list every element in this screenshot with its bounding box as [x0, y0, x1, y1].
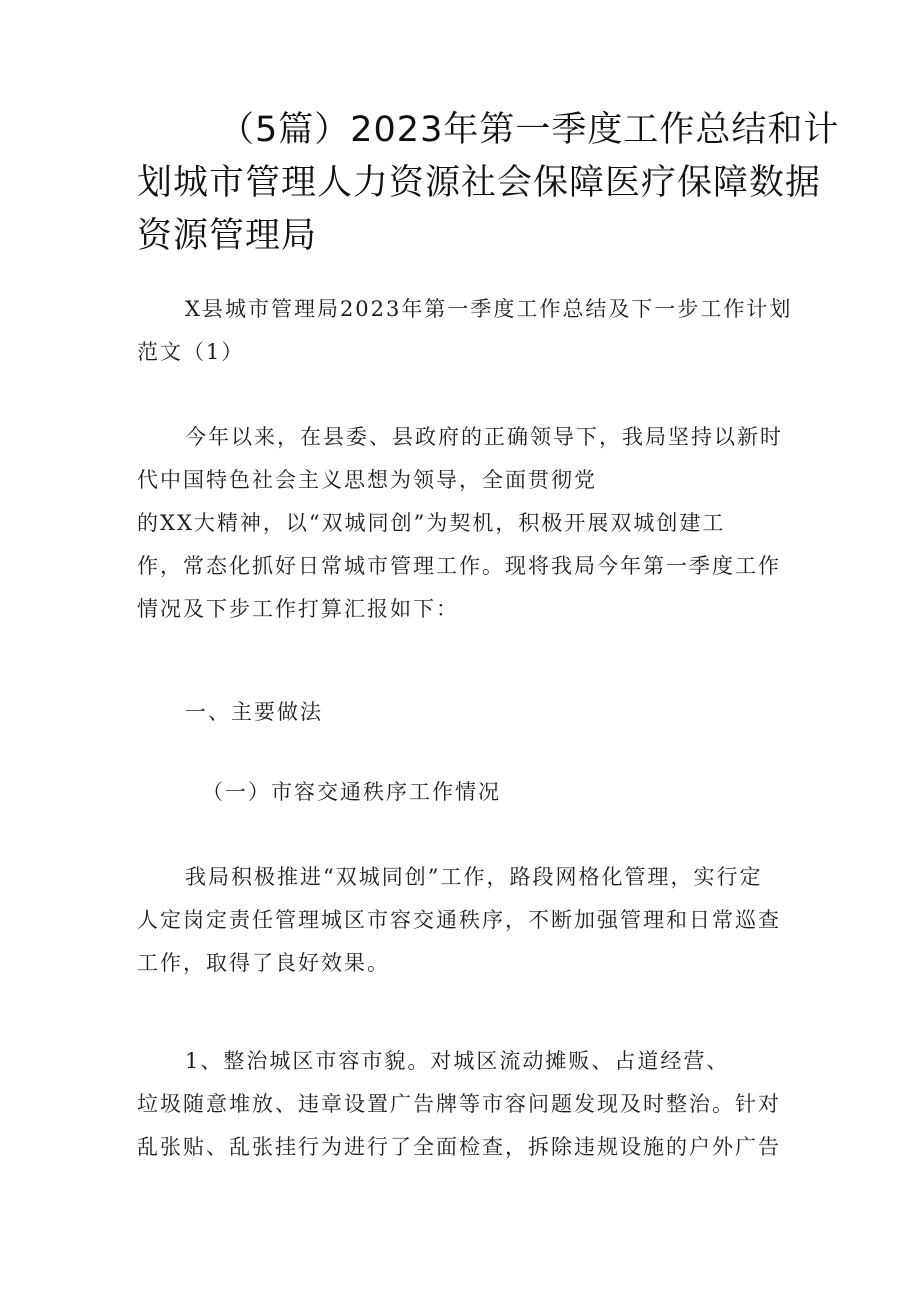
document-title	[137, 104, 840, 263]
intro-line-1: 今年以来，在县委、县政府的正确领导下，我局坚持以新时	[185, 425, 783, 449]
title-line-2: 划城市管理人力资源社会保障医疗保障数据	[137, 163, 822, 203]
traffic-line-2: 人定岗定责任管理城区市容交通秩序，不断加强管理和日常巡查	[137, 908, 781, 932]
intro-line-5: 情况及下步工作打算汇报如下：	[137, 597, 459, 621]
traffic-line-1: 我局积极推进“双城同创”工作，路段网格化管理，实行定	[185, 865, 763, 889]
subsection-heading	[137, 771, 797, 814]
intro-line-4: 作，常态化抓好日常城市管理工作。现将我局今年第一季度工作	[137, 554, 781, 578]
traffic-line-3: 工作，取得了良好效果。	[137, 951, 390, 975]
document-subtitle	[137, 288, 797, 374]
traffic-paragraph	[137, 856, 797, 985]
intro-line-3: 的XX大精神，以“双城同创”为契机，积极开展双城创建工	[137, 511, 726, 535]
section-heading	[137, 691, 797, 734]
subtitle-line-2: 范文（1）	[137, 340, 245, 364]
section-1-heading: 一、主要做法	[185, 700, 323, 724]
subsection-1-heading: （一）市容交通秩序工作情况	[202, 780, 501, 804]
intro-line-2: 代中国特色社会主义思想为领导，全面贯彻党	[137, 468, 597, 492]
item-1-line-2: 垃圾随意堆放、违章设置广告牌等市容问题发现及时整治。针对	[137, 1092, 781, 1116]
item-1-line-3: 乱张贴、乱张挂行为进行了全面检查，拆除违规设施的户外广告	[137, 1135, 781, 1159]
title-line-1: （5篇）2023年第一季度工作总结和计	[219, 110, 840, 150]
intro-paragraph	[137, 416, 797, 631]
item-1-line-1: 1、整治城区市容市貌。对城区流动摊贩、占道经营、	[185, 1049, 730, 1073]
subtitle-line-1: X县城市管理局2023年第一季度工作总结及下一步工作计划	[185, 297, 793, 321]
title-line-3: 资源管理局	[137, 216, 318, 256]
item-1-paragraph	[137, 1040, 797, 1169]
